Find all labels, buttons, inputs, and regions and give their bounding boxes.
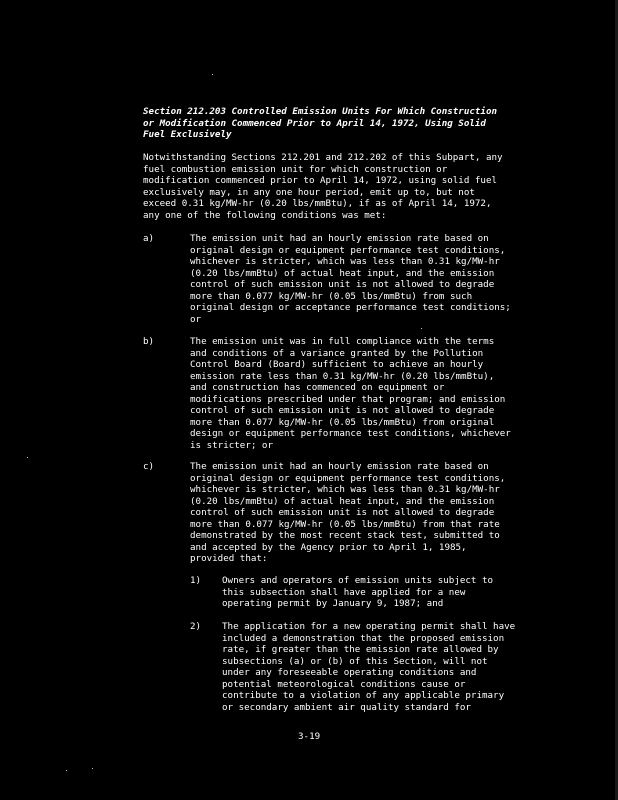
scan-speck (212, 74, 213, 75)
scan-speck (66, 770, 67, 771)
scan-speck (421, 328, 422, 329)
subitem-2-label: 2) (190, 621, 202, 632)
section-intro: Notwithstanding Sections 212.201 and 212.202 of this Subpart, any fuel combustion emission unit for which construction or modification commenced prior to April 14, 1972, using solid fuel exclusively may, in any one hour period, emit up to, but not exceed 0.31 kg/MW-hr (0.20 lbs/mmBtu), if as of April 14, 1972, any one of the following conditions was met: (143, 152, 503, 221)
item-b-label: b) (143, 336, 155, 347)
item-c-text: The emission unit had an hourly emission rate based on original design or equipment performance test conditions, whichever is stricter, which was less than 0.31 kg/MW-hr (0.20 lbs/mmBtu) of actual heat input, and the emission control of such emission unit is not allowed to degrade more than 0.077 kg/MW-hr (0.05 lbs/mmBtu) from that rate demonstrated by the most recent stack test, submitted to and accepted by the Agency prior to April 1, 1985, provided that: (190, 461, 506, 564)
item-b-text: The emission unit was in full compliance with the terms and conditions of a variance granted by the Pollution Control Board (Board) sufficient to achieve an hourly emission rate less than 0.31 kg/MW-hr (0.20 lbs/mmBtu), and construction has commenced on equipment or modifications prescribed under that program; and emission control of such emission unit is not allowed to degrade more than 0.077 kg/MW-hr (0.05 lbs/mmBtu) from original design or equipment performance test conditions, whichever is stricter; or (190, 336, 511, 451)
subitem-1-label: 1) (190, 575, 202, 586)
page-number: 3-19 (298, 731, 321, 742)
item-c-label: c) (143, 461, 155, 472)
item-a-label: a) (143, 233, 155, 244)
subitem-2-text: The application for a new operating permit shall have included a demonstration that the proposed emission rate, if greater than the emission rate allowed by subsections (a) or (b) of this Section, will not under any foreseeable operating conditions and potential meteorological conditions cause or contribute to a violation of any applicable primary or secondary ambient air quality standard for (222, 621, 516, 713)
section-title: Section 212.203 Controlled Emission Units For Which Construction or Modification Commenced Prior to April 14, 1972, Using Solid Fuel Exclusively (143, 106, 498, 140)
item-a-text: The emission unit had an hourly emission rate based on original design or equipment performance test conditions, whichever is stricter, which was less than 0.31 kg/MW-hr (0.20 lbs/mmBtu) of actual heat input, and the emission control of such emission unit is not allowed to degrade more than 0.077 kg/MW-hr (0.05 lbs/mmBtu) from such original design or acceptance performance test conditions; or (190, 233, 511, 325)
scan-speck (92, 768, 93, 769)
scan-speck (27, 457, 28, 458)
subitem-1-text: Owners and operators of emission units subject to this subsection shall have applied for a new operating permit by January 9, 1987; and (222, 575, 494, 609)
